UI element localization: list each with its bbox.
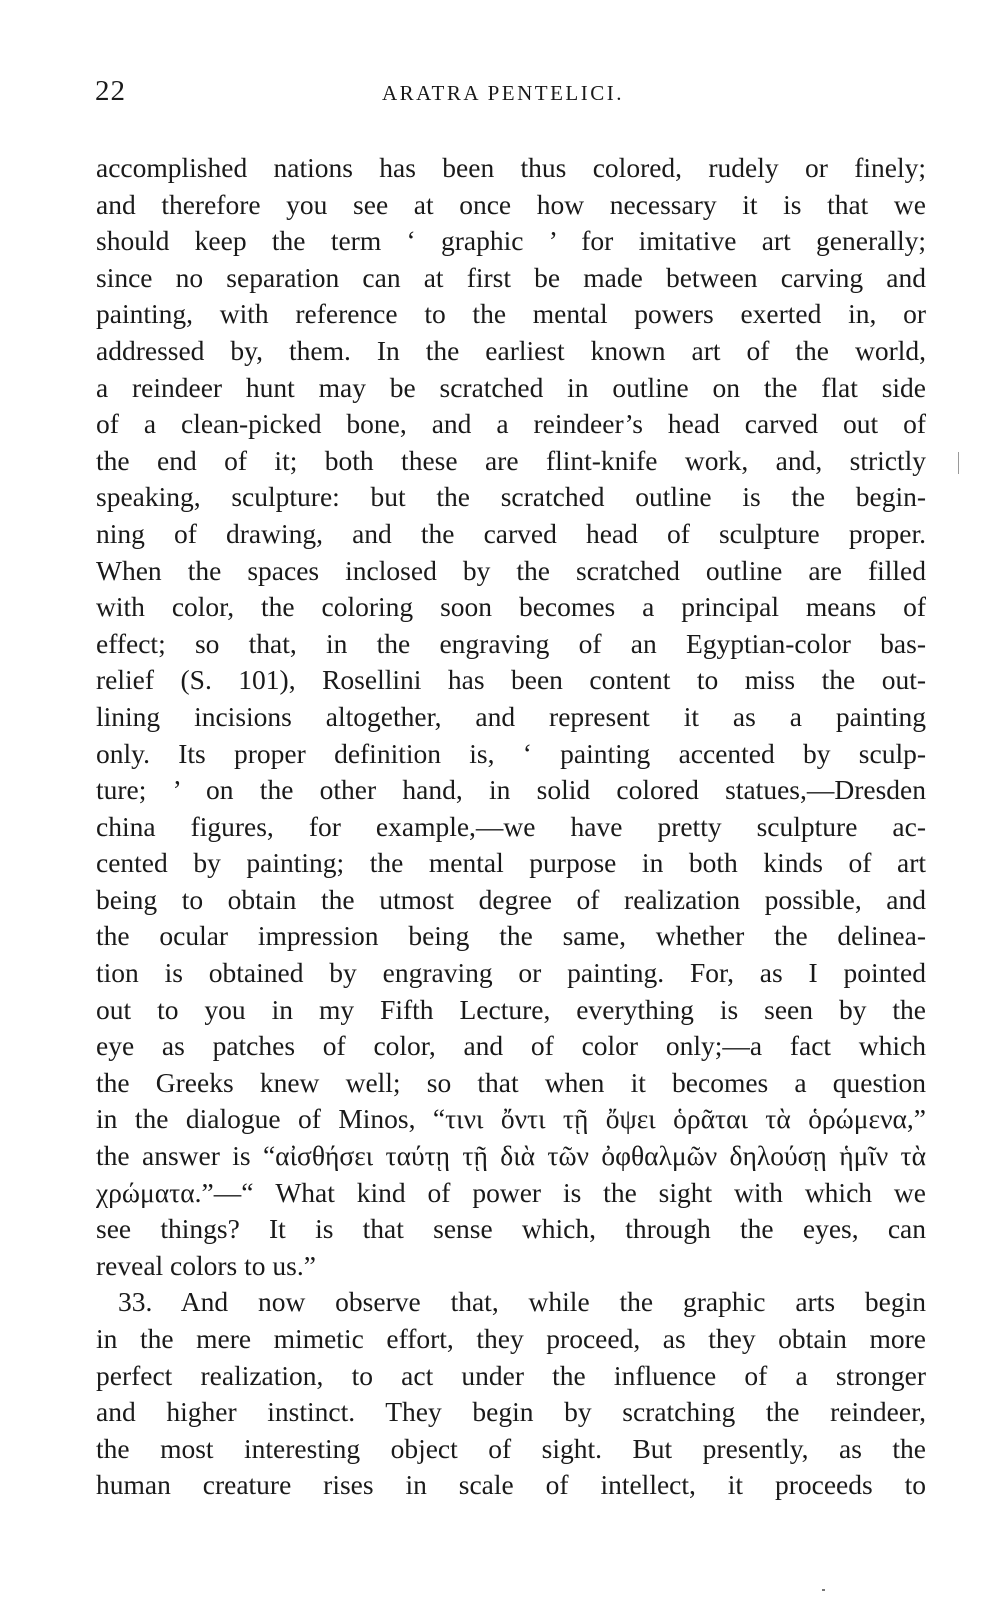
page-number: 22 [95,75,126,107]
text-line: a reindeer hunt may be scratched in outline on the flat side [96,371,926,403]
text-line: the ocular impression being the same, whether the delinea- [96,920,926,952]
text-line: human creature rises in scale of intellect, it proceeds to [96,1469,926,1501]
body-text [96,150,926,1504]
text-line: addressed by, them. In the earliest known art of the world, [96,334,926,366]
text-line: effect; so that, in the engraving of an Egyptian-color bas- [96,627,926,659]
text-line: with color, the coloring soon becomes a principal means of [96,591,926,623]
greek-quote-line: χρώματα.”—“ What kind of power is the sight with which we [96,1176,926,1208]
text-line: out to you in my Fifth Lecture, everything is seen by the [96,993,926,1025]
text-line: speaking, sculpture: but the scratched outline is the begin- [96,481,926,513]
text-line: relief (S. 101), Rosellini has been content to miss the out- [96,664,926,696]
scan-speck [822,1589,825,1591]
greek-quote-line: the answer is “αἰσθήσει ταύτῃ τῇ διὰ τῶν ὀφθαλμῶν δηλούσῃ ἡμῖν τὰ [96,1140,926,1172]
text-line: accomplished nations has been thus colored, rudely or finely; [96,152,926,183]
text-line: see things? It is that sense which, through the eyes, can [96,1213,926,1245]
text-line: being to obtain the utmost degree of realization possible, and [96,883,926,915]
running-title: ARATRA PENTELICI. [382,81,624,105]
text-line: When the spaces inclosed by the scratched outline are filled [96,554,926,586]
text-line: painting, with reference to the mental powers exerted in, or [96,298,926,330]
text-line: ning of drawing, and the carved head of sculpture proper. [96,517,926,549]
text-line: tion is obtained by engraving or painting. For, as I pointed [96,957,926,989]
text-line: eye as patches of color, and of color only;—a fact which [96,1030,926,1062]
text-line: should keep the term ‘ graphic ’ for imitative art generally; [96,225,926,257]
text-line: lining incisions altogether, and represent it as a painting [96,700,926,732]
text-line: ture; ’ on the other hand, in solid colored statues,—Dresden [96,774,926,806]
text-line: the end of it; both these are flint-knife work, and, strictly [96,444,926,476]
text-line: reveal colors to us.” [96,1249,316,1281]
text-line: china figures, for example,—we have pretty sculpture ac- [96,810,926,842]
text-line: only. Its proper definition is, ‘ painting accented by sculp- [96,737,926,769]
text-line: since no separation can at first be made between carving and [96,261,926,293]
text-line: perfect realization, to act under the influence of a stronger [96,1359,926,1391]
text-line: cented by painting; the mental purpose in both kinds of art [96,847,926,879]
paragraph-33-start: 33. And now observe that, while the graphic arts begin [118,1286,926,1318]
text-line: and therefore you see at once how necessary it is that we [96,188,926,220]
text-line: of a clean-picked bone, and a reindeer’s head carved out of [96,408,926,440]
text-line: the most interesting object of sight. But presently, as the [96,1432,926,1464]
text-line: and higher instinct. They begin by scratching the reindeer, [96,1396,926,1428]
text-line: in the mere mimetic effort, they proceed, as they obtain more [96,1323,926,1354]
text-line: the Greeks knew well; so that when it becomes a question [96,1066,926,1098]
greek-quote-line: in the dialogue of Minos, “τινι ὄντι τῇ ὄψει ὁρᾶται τὰ ὁρώμενα,” [96,1103,926,1135]
margin-mark [958,452,959,474]
